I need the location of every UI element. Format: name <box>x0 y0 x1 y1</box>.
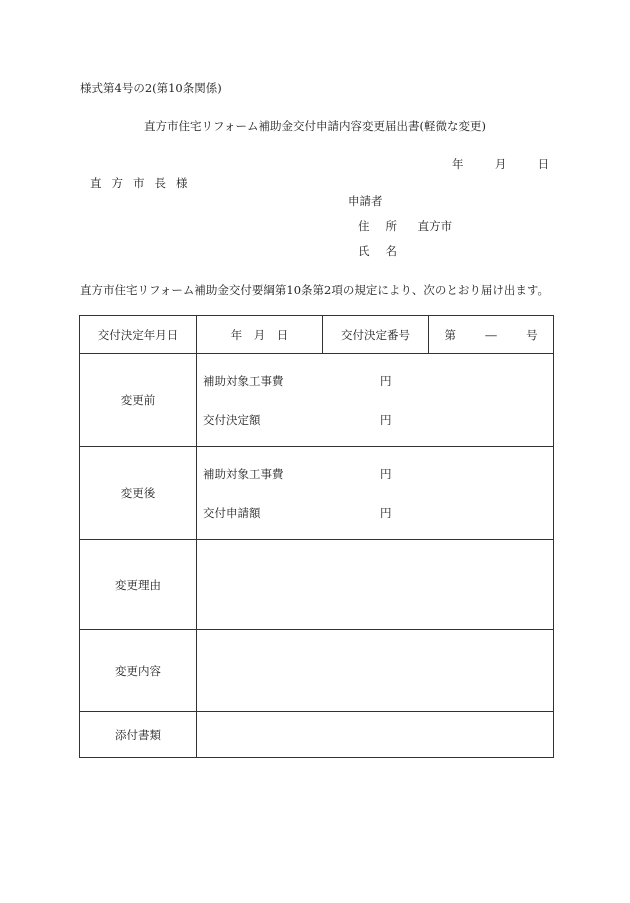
before-item-grant-amount <box>197 412 553 428</box>
after-change-row <box>80 447 554 540</box>
item-name: 補助対象工事費 <box>203 466 284 481</box>
date-year-label: 年 <box>452 157 464 171</box>
before-item-construction-cost <box>197 373 553 389</box>
grant-date-field[interactable]: 年 月 日 <box>197 316 323 354</box>
change-content-row <box>80 630 554 712</box>
grant-number-prefix: 第 <box>444 327 456 342</box>
yen-unit: 円 <box>380 412 392 427</box>
yen-unit: 円 <box>380 505 392 520</box>
grant-number-suffix: 号 <box>526 327 538 342</box>
grant-number-label: 交付決定番号 <box>323 316 429 354</box>
yen-unit: 円 <box>380 466 392 481</box>
date-day-label: 日 <box>537 157 550 171</box>
after-item-application-amount <box>197 505 553 521</box>
after-item-construction-cost <box>197 466 553 482</box>
form-number: 様式第4号の2(第10条関係) <box>80 81 222 95</box>
name-label: 氏名 <box>358 244 413 258</box>
grant-number-field[interactable] <box>429 316 554 354</box>
grant-number-dash: ― <box>485 327 497 342</box>
after-amounts[interactable] <box>197 447 554 540</box>
change-report-table <box>79 315 554 758</box>
before-label: 変更前 <box>80 354 197 447</box>
applicant-address-row <box>358 218 452 234</box>
change-reason-field[interactable] <box>197 540 554 630</box>
item-name: 補助対象工事費 <box>203 373 284 388</box>
after-label: 変更後 <box>80 447 197 540</box>
applicant-label: 申請者 <box>348 194 383 208</box>
date-line <box>452 156 549 172</box>
grant-date-label: 交付決定年月日 <box>80 316 197 354</box>
grant-info-row <box>80 316 554 354</box>
change-content-label: 変更内容 <box>80 630 197 712</box>
date-month-label: 月 <box>494 157 507 171</box>
address-label: 住所 <box>358 219 413 233</box>
item-name: 交付申請額 <box>203 505 261 520</box>
addressee: 直方市長様 <box>90 176 198 190</box>
before-change-row <box>80 354 554 447</box>
attachments-label: 添付書類 <box>80 712 197 758</box>
address-value: 直方市 <box>417 219 453 233</box>
change-reason-row <box>80 540 554 630</box>
yen-unit: 円 <box>380 373 392 388</box>
item-name: 交付決定額 <box>203 412 261 427</box>
change-content-field[interactable] <box>197 630 554 712</box>
statement-text: 直方市住宅リフォーム補助金交付要綱第10条第2項の規定により、次のとおり届け出ます。 <box>80 283 549 297</box>
attachments-field[interactable] <box>197 712 554 758</box>
attachments-row <box>80 712 554 758</box>
document-title: 直方市住宅リフォーム補助金交付申請内容変更届出書(軽微な変更) <box>144 119 486 133</box>
applicant-name-row <box>358 243 414 259</box>
change-reason-label: 変更理由 <box>80 540 197 630</box>
before-amounts[interactable] <box>197 354 554 447</box>
